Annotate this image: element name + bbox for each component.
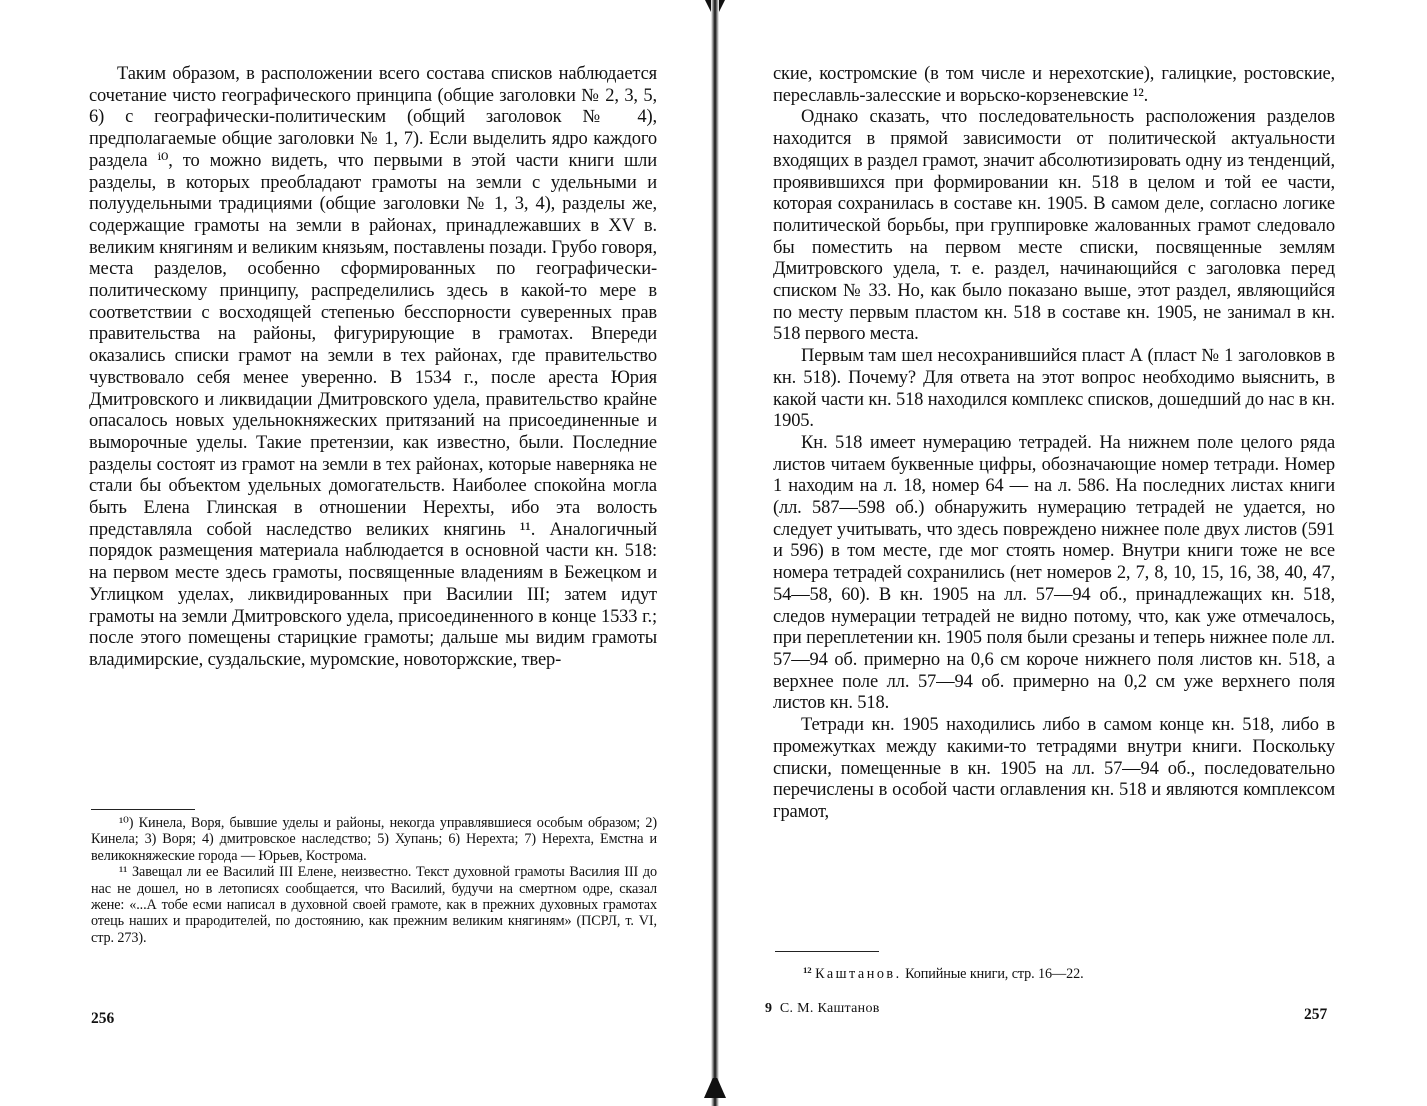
footnote-12 [775, 966, 1335, 982]
footnote-author: Каштанов. [815, 966, 902, 982]
right-page-body [773, 64, 1335, 824]
right-page [719, 0, 1427, 1106]
footnote-rule [775, 951, 879, 952]
right-paragraph-continuation: ские, костромские (в том числе и нерехотские), галицкие, ростовские, переславль-залесские и ворьско-корзеневские ¹². [773, 64, 1335, 106]
printer-signature [765, 1001, 880, 1017]
right-footnotes [775, 966, 1335, 982]
binding-gutter [711, 0, 719, 1106]
left-footnotes [91, 815, 657, 946]
footnote-11: ¹¹ Завещал ли ее Василий III Елене, неизвестно. Текст духовной грамоты Василия III до нас не дошел, но в летописях сообщается, что Василий, будучи на смертном одре, сказал жене: «...А тобе есми написал в духовной своей грамоте, как в прежних духовных грамотах отець наших и прародителей, по достоянию, как прежним великим княгиням» (ПСРЛ, т. VI, стр. 273). [91, 864, 657, 946]
footnote-rule [91, 809, 195, 810]
right-paragraph: Тетради кн. 1905 находились либо в самом конце кн. 518, либо в промежутках между какими-то тетрадями внутри книги. Поскольку списки, помещенные в кн. 1905 на лл. 57—94 об., последовательно перечислены в особой части оглавления кн. 518 и являются комплексом грамот, [773, 715, 1335, 822]
left-paragraph: Таким образом, в расположении всего состава списков наблюдается сочетание чисто географического принципа (общие заголовки № 2, 3, 5, 6) с географически-политическим (общий заголовок № 4), предполагаемые общие заголовки № 1, 7). Если выделить ядро каждого раздела ⁱ⁰, то можно видеть, что первыми в этой части книги шли разделы, в которых преобладают грамоты на земли с удельными и полуудельными традициями (общие заголовки № 1, 3, 4), разделы же, содержащие грамоты на земли в районах, принадлежавших в XV в. великим княгиням и великим князьям, поставлены позади. Грубо говоря, места разделов, особенно сформированных по географически-политическому принципу, распределились здесь в какой-то мере в соответствии с восходящей степенью бесспорности суверенных прав правительства на районы, фигурирующие в грамотах. Впереди оказались списки грамот на земли в тех районах, где правительство чувствовало себя менее уверенно. В 1534 г., после ареста Юрия Дмитровского и ликвидации Дмитровского удела, правительство крайне опасалось новых удельнокняжеских притязаний на присоединенные и выморочные уделы. Такие претензии, как известно, были. Последние разделы состоят из грамот на земли в тех районах, которые наверняка не стали бы объектом удельных домогательств. Наиболее спокойна могла быть Елена Глинская в отношении Нерехты, ибо эта волость представляла собой наследство великих княгинь ¹¹. Аналогичный порядок размещения материала наблюдается в основной части кн. 518: на первом месте здесь грамоты, посвященные владениям в Бежецком и Углицком уделах, ликвидированных при Василии III; затем идут грамоты на земли Дмитровского удела, присоединенного в конце 1533 г.; после этого помещены старицкие грамоты; дальше мы видим грамоты владимирские, суздальские, муромские, новоторжские, твер- [89, 64, 657, 670]
footnote-number: 12 [803, 965, 812, 976]
left-page [0, 0, 712, 1106]
right-paragraph: Первым там шел несохранившийся пласт А (пласт № 1 заголовков в кн. 518). Почему? Для ответа на этот вопрос необходимо выяснить, в какой части кн. 518 находился комплекс списков, дошедший до нас в кн. 1905. [773, 346, 1335, 432]
signature-author: С. М. Каштанов [779, 1001, 880, 1016]
page-number: 256 [91, 1010, 115, 1027]
right-paragraph: Кн. 518 имеет нумерацию тетрадей. На нижнем поле целого ряда листов читаем буквенные цифры, обозначающие номер тетради. Номер 1 находим на л. 18, номер 64 — на л. 586. На последних листах книги (лл. 587—598 об.) обнаружить нумерацию тетрадей не удается, но следует учитывать, что здесь повреждено нижнее поле двух листов (591 и 596) в том месте, где мог стоять номер. Внутри книги тоже не все номера тетрадей сохранились (нет номеров 2, 7, 8, 10, 15, 16, 38, 40, 47, 54—58, 60). В кн. 1905 на лл. 57—94 об., принадлежащих кн. 518, следов нумерации тетрадей не видно потому, что, как уже отмечалось, при переплетении кн. 1905 поля были срезаны и теперь нижнее поле лл. 57—94 об. примерно на 0,6 см короче нижнего поля листов кн. 518, а верхнее поле лл. 57—94 об. примерно на 0,2 см уже верхнего поля листов кн. 518. [773, 432, 1335, 714]
footnote-text: Копийные книги, стр. 16—22. [905, 966, 1084, 982]
right-paragraph: Однако сказать, что последовательность расположения разделов находится в прямой зависимости от политической актуальности входящих в раздел грамот, значит абсолютизировать одну из тенденций, проявившихся при формировании кн. 518 в целом и той ее части, которая сохранилась в составе кн. 1905. В самом деле, согласно логике политической борьбы, при группировке жалованных грамот следовало бы поместить на первом месте списки, посвященные землям Дмитровского удела, т. е. раздел, начинающийся с заголовка перед списком № 33. Но, как было показано выше, этот раздел, являющийся по месту первым пластом кн. 518 в составе кн. 1905, не занимал в кн. 518 первого места. [773, 107, 1335, 345]
page-number: 257 [1304, 1006, 1328, 1023]
signature-number: 9 [765, 1001, 773, 1016]
left-page-body [89, 64, 657, 672]
footnote-10: ¹⁰) Кинела, Воря, бывшие уделы и районы, некогда управлявшиеся особым образом; 2) Кинела; 3) Воря; 4) дмитровское наследство; 5) Хупань; 6) Нерехта; 7) Нерехта, Емстна и великокняжеские города — Юрьев, Кострома. [91, 815, 657, 864]
